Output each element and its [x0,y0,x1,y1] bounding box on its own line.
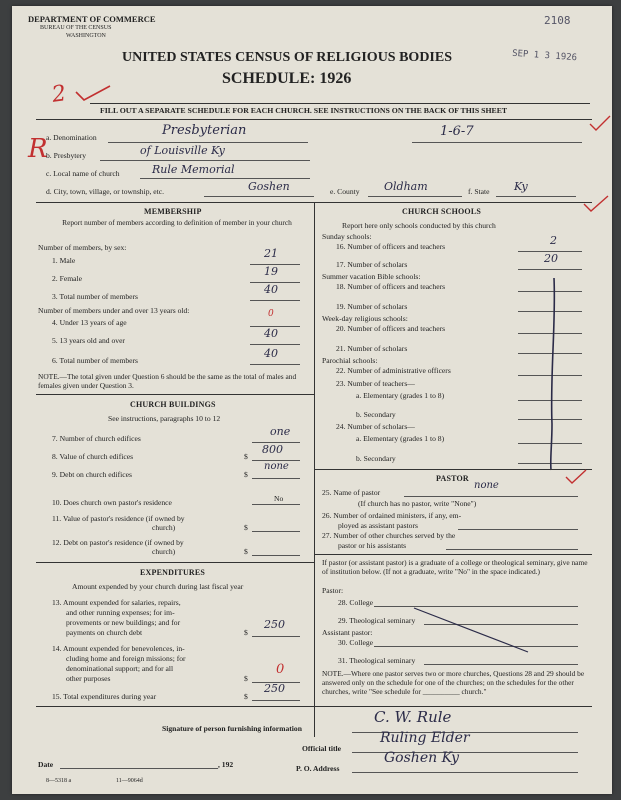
q25-label: 25. Name of pastor [322,488,381,497]
q2-label: 2. Female [52,274,82,283]
q7-value: one [270,425,291,438]
assistant-label: Assistant pastor: [322,628,373,637]
schools-intro: Report here only schools conducted by this church [342,221,496,230]
presbytery-value: of Louisville Ky [140,144,225,157]
check-mark-icon [564,468,588,486]
membership-intro: Report number of members according to definition of member in your church [62,218,292,227]
date-label: Date [38,760,54,769]
q1-value: 21 [264,247,278,260]
sunday-label: Sunday schools: [322,232,372,241]
received-stamp: SEP 1 3 1926 [511,48,578,64]
check-mark-icon [588,114,612,132]
corner-mark: 2 [50,81,68,108]
graduate-note: If pastor (or assistant pastor) is a graduate of a college or theological seminary, give name of institution below. (If not a graduate, write "No" in the space indicated.) [322,558,588,576]
membership-note: NOTE.—The total given under Question 6 should be the same as the total of males and females given under Question 3. [38,372,297,390]
q18-label: 18. Number of officers and teachers [336,282,446,291]
q9-label: 9. Debt on church edifices [52,470,132,479]
q14-label-4: other purposes [66,674,111,683]
denomination-value: Presbyterian [162,123,247,138]
q19-label: 19. Number of scholars [336,302,408,311]
buildings-title: CHURCH BUILDINGS [130,400,216,409]
city-label: d. City, town, village, or township, etc. [46,187,165,196]
q13-label: 13. Amount expended for salaries, repairs, [52,598,181,607]
q7-label: 7. Number of church edifices [52,434,141,443]
q17-label: 17. Number of scholars [336,260,408,269]
q26-label: 26. Number of ordained ministers, if any, em- [322,511,462,520]
official-title-value: Ruling Elder [380,730,470,746]
pastor-title: PASTOR [436,474,469,483]
q30-label: 30. College [338,638,374,647]
county-value: Oldham [384,180,428,193]
q4-label: 4. Under 13 years of age [52,318,127,327]
weekday-label: Week-day religious schools: [322,314,408,323]
q11-label: 11. Value of pastor's residence (if owned by [52,514,185,523]
pastor-sub-label: Pastor: [322,586,344,595]
check-mark-icon [74,84,114,104]
stamp-number: 2108 [544,14,571,27]
q15-dollar: $ [244,692,248,701]
q13-value: 250 [264,618,285,631]
q10-value: No [274,494,284,503]
q13-label-3: provements or new buildings; and for [66,618,181,627]
po-address-label: P. O. Address [296,764,340,773]
q10-label: 10. Does church own pastor's residence [52,498,172,507]
q25-note: (If church has no pastor, write "None") [358,499,477,508]
q15-label: 15. Total expenditures during year [52,692,157,701]
q2-value: 19 [264,265,278,278]
q12-label-cont: church) [152,547,176,556]
state-value: Ky [514,180,528,193]
strike-line [412,606,532,656]
buildings-subtitle: See instructions, paragraphs 10 to 12 [108,414,221,423]
po-address-value: Goshen Ky [384,750,460,766]
q13-label-4: payments on church debt [66,628,143,637]
q8-dollar: $ [244,452,248,461]
signature-value: C. W. Rule [374,708,452,726]
expenditures-title: EXPENDITURES [140,568,206,577]
vacation-label: Summer vacation Bible schools: [322,272,421,281]
q20-label: 20. Number of officers and teachers [336,324,446,333]
q23b-label: b. Secondary [356,410,396,419]
q14-label-3: denominational support; and for all [66,664,174,673]
parochial-label: Parochial schools: [322,356,378,365]
check-mark-icon [582,194,612,214]
strike-line [540,274,570,474]
print-number: 11—9064d [116,778,143,784]
q8-label: 8. Value of church edifices [52,452,134,461]
q12-label: 12. Debt on pastor's residence (if owned by [52,538,184,547]
bureau-city: WASHINGTON [66,33,106,39]
q27-label: 27. Number of other churches served by the [322,531,456,540]
q9-value: none [264,461,289,472]
left-margin-mark: R [28,134,48,164]
q24a-label: a. Elementary (grades 1 to 8) [356,434,445,443]
department-name: DEPARTMENT OF COMMERCE [28,14,156,24]
city-value: Goshen [248,180,290,193]
presbytery-label: b. Presbytery [46,151,87,160]
q14-label-2: cluding home and foreign missions; for [66,654,186,663]
members-by-sex-label: Number of members, by sex: [38,243,127,252]
code-value: 1-6-7 [440,124,474,139]
q21-label: 21. Number of scholars [336,344,408,353]
q23-label: 23. Number of teachers— [336,379,415,388]
q29-label: 29. Theological seminary [338,616,416,625]
q14-value: 0 [276,662,285,677]
q12-dollar: $ [244,547,248,556]
q3-label: 3. Total number of members [52,292,139,301]
local-name-label: c. Local name of church [46,169,120,178]
q23a-label: a. Elementary (grades 1 to 8) [356,391,445,400]
q3-value: 40 [264,283,278,296]
end-note: NOTE.—Where one pastor serves two or more churches, Questions 28 and 29 should be answered only on the schedule for one of the churches; on the schedules for the other churches, write "See schedule for __________ church." [322,669,585,696]
year-label: , 192 [218,760,234,769]
q14-dollar: $ [244,674,248,683]
q24-label: 24. Number of scholars— [336,422,415,431]
q6-value: 40 [264,347,278,360]
q31-label: 31. Theological seminary [338,656,416,665]
schedule-title: SCHEDULE: 1926 [222,70,352,87]
q27-label-cont: pastor or his assistants [338,541,407,550]
q13-label-2: and other running expenses; for im- [66,608,175,617]
q16-value: 2 [550,234,557,247]
local-name-value: Rule Memorial [152,163,235,176]
q6-label: 6. Total number of members [52,356,139,365]
age-intro-label: Number of members under and over 13 years old: [38,306,190,315]
official-title-label: Official title [302,744,342,753]
denomination-label: a. Denomination [46,133,97,142]
q5-label: 5. 13 years old and over [52,336,125,345]
expenditures-intro: Amount expended by your church during last fiscal year [72,582,244,591]
q11-dollar: $ [244,523,248,532]
form-title: UNITED STATES CENSUS OF RELIGIOUS BODIES [122,50,453,65]
form-number: 8—5318 a [46,778,72,784]
census-schedule-form [12,6,612,794]
q1-label: 1. Male [52,256,76,265]
q14-label: 14. Amount expended for benevolences, in- [52,644,185,653]
q24b-label: b. Secondary [356,454,396,463]
q8-value: 800 [262,443,283,456]
instructions-line: FILL OUT A SEPARATE SCHEDULE FOR EACH CHURCH. SEE INSTRUCTIONS ON THE BACK OF THIS SHEET [100,106,508,115]
q9-dollar: $ [244,470,248,479]
schools-title: CHURCH SCHOOLS [402,207,482,216]
q17-value: 20 [544,252,558,265]
bureau-name: BUREAU OF THE CENSUS [40,25,112,31]
q16-label: 16. Number of officers and teachers [336,242,446,251]
q26-label-cont: ployed as assistant pastors [338,521,418,530]
q13-dollar: $ [244,628,248,637]
q22-label: 22. Number of administrative officers [336,366,451,375]
state-label: f. State [468,187,490,196]
membership-title: MEMBERSHIP [144,207,202,216]
q15-value: 250 [264,682,285,695]
q25-value: none [474,480,499,491]
signature-label: Signature of person furnishing information [162,724,302,733]
q11-label-cont: church) [152,523,176,532]
q28-label: 28. College [338,598,374,607]
county-label: e. County [330,187,360,196]
q4-value: 0 [268,309,274,319]
q5-value: 40 [264,327,278,340]
